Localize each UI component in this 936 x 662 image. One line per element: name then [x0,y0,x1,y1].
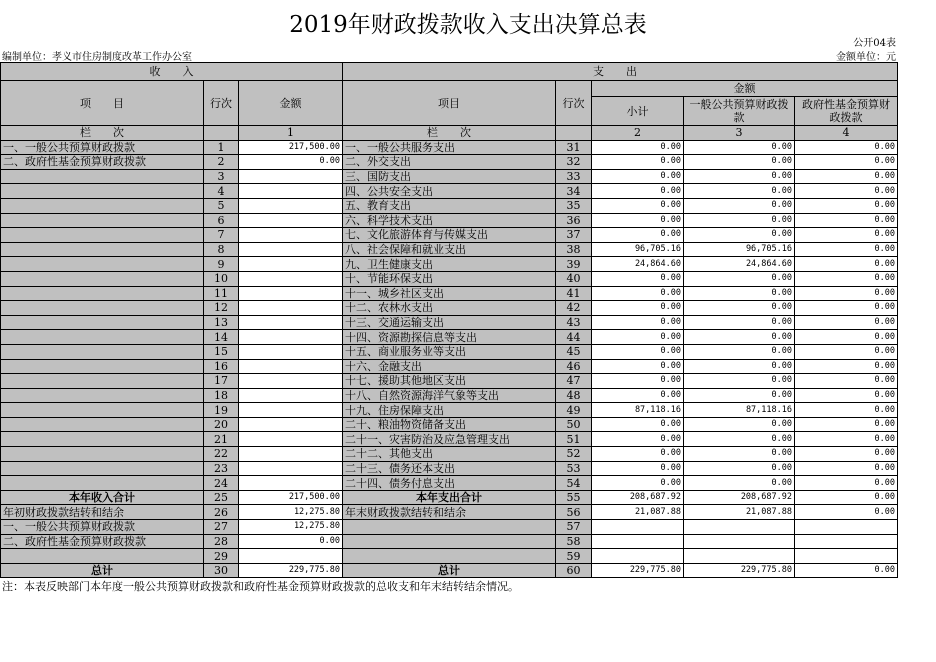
income-amount [239,169,343,184]
line-number: 44 [556,330,592,345]
general-budget-amount [684,549,795,564]
subtotal-amount: 0.00 [592,476,684,491]
line-number: 56 [556,505,592,520]
subtotal-amount: 0.00 [592,417,684,432]
expense-item: 二十四、债务付息支出 [343,476,556,491]
subtotal-amount: 0.00 [592,330,684,345]
income-item [1,184,204,199]
income-amount [239,271,343,286]
general-budget-amount: 0.00 [684,359,795,374]
line-number: 32 [556,155,592,170]
general-budget-amount: 208,687.92 [684,490,795,505]
line-number: 10 [204,271,239,286]
income-item [1,447,204,462]
line-number: 30 [204,563,239,578]
income-item [1,417,204,432]
income-item: 二、政府性基金预算财政拨款 [1,534,204,549]
general-budget-amount: 0.00 [684,388,795,403]
general-budget-amount: 0.00 [684,213,795,228]
line-header: 行次 [204,81,239,126]
fund-budget-amount: 0.00 [795,417,898,432]
line-number: 22 [204,447,239,462]
expense-item: 七、文化旅游体育与传媒支出 [343,228,556,243]
income-item [1,461,204,476]
table-row [1,549,898,564]
income-amount: 12,275.80 [239,520,343,535]
line-number: 42 [556,301,592,316]
general-budget-amount: 24,864.60 [684,257,795,272]
subtotal-amount: 0.00 [592,155,684,170]
expense-item: 总计 [343,563,556,578]
subtotal-header: 小计 [592,97,684,126]
line-number: 25 [204,490,239,505]
line-number: 52 [556,447,592,462]
income-item: 总计 [1,563,204,578]
amount-group-header: 金额 [592,81,898,97]
general-budget-amount: 21,087.88 [684,505,795,520]
line-number: 28 [204,534,239,549]
expense-item: 三、国防支出 [343,169,556,184]
budget-table [0,62,898,578]
line-number: 39 [556,257,592,272]
subtotal-amount [592,520,684,535]
income-amount [239,286,343,301]
line-number: 5 [204,198,239,213]
line-number: 58 [556,534,592,549]
expense-item: 本年支出合计 [343,490,556,505]
table-row [1,374,898,389]
expense-item: 十二、农林水支出 [343,301,556,316]
subtotal-amount: 229,775.80 [592,563,684,578]
subtotal-amount: 0.00 [592,374,684,389]
line-number: 29 [204,549,239,564]
table-row [1,417,898,432]
income-amount [239,213,343,228]
line-number: 1 [204,140,239,155]
subtotal-amount: 0.00 [592,271,684,286]
table-row [1,242,898,257]
table-row [1,257,898,272]
general-budget-header: 一般公共预算财政拨款 [684,97,795,126]
table-row [1,403,898,418]
income-item [1,432,204,447]
general-budget-amount: 0.00 [684,169,795,184]
income-amount: 217,500.00 [239,490,343,505]
income-amount [239,330,343,345]
general-budget-amount: 0.00 [684,344,795,359]
line-number: 13 [204,315,239,330]
fund-budget-amount: 0.00 [795,271,898,286]
line-number: 3 [204,169,239,184]
general-budget-amount: 0.00 [684,432,795,447]
subtotal-amount: 0.00 [592,359,684,374]
expense-header: 支 出 [343,63,898,81]
income-item: 年初财政拨款结转和结余 [1,505,204,520]
expense-item: 十八、自然资源海洋气象等支出 [343,388,556,403]
line-number: 15 [204,344,239,359]
general-budget-amount: 0.00 [684,374,795,389]
expense-item: 年末财政拨款结转和结余 [343,505,556,520]
expense-item: 六、科学技术支出 [343,213,556,228]
subtotal-amount: 96,705.16 [592,242,684,257]
general-budget-amount [684,520,795,535]
line-number: 48 [556,388,592,403]
subtotal-amount: 0.00 [592,228,684,243]
income-item [1,213,204,228]
line-number: 57 [556,520,592,535]
table-row [1,461,898,476]
general-budget-amount: 0.00 [684,301,795,316]
expense-item: 十四、资源勘探信息等支出 [343,330,556,345]
income-header: 收 入 [1,63,343,81]
table-row [1,330,898,345]
expense-item: 十五、商业服务业等支出 [343,344,556,359]
table-row [1,388,898,403]
income-item [1,198,204,213]
income-item: 本年收入合计 [1,490,204,505]
fund-budget-amount: 0.00 [795,213,898,228]
fund-budget-amount: 0.00 [795,563,898,578]
subtotal-amount: 0.00 [592,213,684,228]
expense-item [343,520,556,535]
fund-budget-amount: 0.00 [795,257,898,272]
income-amount [239,359,343,374]
line-number: 4 [204,184,239,199]
expense-item: 四、公共安全支出 [343,184,556,199]
expense-item: 二十一、灾害防治及应急管理支出 [343,432,556,447]
column-label: 栏 次 [1,126,204,141]
income-amount [239,301,343,316]
income-item [1,315,204,330]
line-number: 54 [556,476,592,491]
income-amount [239,403,343,418]
item-header-right: 项目 [343,81,556,126]
table-row [1,213,898,228]
line-number: 35 [556,198,592,213]
line-number: 50 [556,417,592,432]
fund-budget-amount: 0.00 [795,505,898,520]
table-row [1,344,898,359]
line-number: 51 [556,432,592,447]
line-number: 6 [204,213,239,228]
subtotal-amount: 0.00 [592,344,684,359]
subtotal-amount: 0.00 [592,301,684,316]
table-row [1,301,898,316]
line-number: 12 [204,301,239,316]
income-amount: 0.00 [239,155,343,170]
income-item: 一、一般公共预算财政拨款 [1,520,204,535]
fund-budget-amount: 0.00 [795,330,898,345]
income-amount: 217,500.00 [239,140,343,155]
income-item [1,271,204,286]
fund-budget-amount [795,549,898,564]
footnote: 注：本表反映部门本年度一般公共预算财政拨款和政府性基金预算财政拨款的总收支和年末结转结余情况。 [2,580,519,593]
table-row [1,169,898,184]
general-budget-amount: 0.00 [684,198,795,213]
line-number: 46 [556,359,592,374]
income-item [1,388,204,403]
income-item [1,257,204,272]
subtotal-amount: 0.00 [592,286,684,301]
line-number: 17 [204,374,239,389]
line-number: 24 [204,476,239,491]
income-item [1,403,204,418]
table-row [1,520,898,535]
item-header: 项 目 [1,81,204,126]
expense-item: 十三、交通运输支出 [343,315,556,330]
fund-budget-amount: 0.00 [795,432,898,447]
expense-item: 十、节能环保支出 [343,271,556,286]
fund-budget-amount: 0.00 [795,344,898,359]
line-number: 2 [204,155,239,170]
subtotal-amount: 208,687.92 [592,490,684,505]
income-amount: 0.00 [239,534,343,549]
income-amount [239,344,343,359]
income-amount [239,242,343,257]
income-amount [239,476,343,491]
general-budget-amount: 96,705.16 [684,242,795,257]
general-budget-amount: 0.00 [684,184,795,199]
table-row [1,184,898,199]
column-number: 3 [684,126,795,141]
income-amount: 12,275.80 [239,505,343,520]
fund-budget-amount: 0.00 [795,476,898,491]
line-number: 60 [556,563,592,578]
fund-budget-amount: 0.00 [795,461,898,476]
income-item [1,476,204,491]
fund-budget-amount: 0.00 [795,228,898,243]
line-number: 43 [556,315,592,330]
fund-budget-amount: 0.00 [795,388,898,403]
table-row [1,447,898,462]
income-item [1,286,204,301]
line-header-right: 行次 [556,81,592,126]
fund-budget-amount: 0.00 [795,359,898,374]
expense-item: 八、社会保障和就业支出 [343,242,556,257]
table-row [1,228,898,243]
fund-budget-amount [795,520,898,535]
table-row [1,271,898,286]
income-amount [239,315,343,330]
table-row [1,359,898,374]
page-title: 2019年财政拨款收入支出决算总表 [289,12,647,38]
line-number: 31 [556,140,592,155]
empty-cell [204,126,239,141]
income-item [1,344,204,359]
general-budget-amount: 0.00 [684,476,795,491]
expense-item: 一、一般公共服务支出 [343,140,556,155]
subtotal-amount: 0.00 [592,184,684,199]
income-item: 一、一般公共预算财政拨款 [1,140,204,155]
line-number: 27 [204,520,239,535]
fund-budget-amount [795,534,898,549]
table-row [1,505,898,520]
table-row [1,563,898,578]
general-budget-amount: 87,118.16 [684,403,795,418]
expense-item: 二十三、债务还本支出 [343,461,556,476]
general-budget-amount: 0.00 [684,447,795,462]
general-budget-amount: 0.00 [684,155,795,170]
income-item [1,374,204,389]
line-number: 40 [556,271,592,286]
fund-budget-amount: 0.00 [795,315,898,330]
currency-unit: 金额单位：元 [836,52,896,63]
income-item [1,549,204,564]
line-number: 41 [556,286,592,301]
income-item [1,301,204,316]
form-code: 公开04表 [853,38,896,49]
line-number: 16 [204,359,239,374]
line-number: 7 [204,228,239,243]
line-number: 59 [556,549,592,564]
fund-budget-amount: 0.00 [795,184,898,199]
expense-item: 二、外交支出 [343,155,556,170]
income-amount [239,257,343,272]
general-budget-amount: 229,775.80 [684,563,795,578]
line-number: 53 [556,461,592,476]
fund-budget-amount: 0.00 [795,403,898,418]
subtotal-amount: 0.00 [592,198,684,213]
line-number: 26 [204,505,239,520]
expense-item: 二十二、其他支出 [343,447,556,462]
line-number: 20 [204,417,239,432]
line-number: 45 [556,344,592,359]
income-item: 二、政府性基金预算财政拨款 [1,155,204,170]
general-budget-amount: 0.00 [684,271,795,286]
income-amount [239,374,343,389]
line-number: 11 [204,286,239,301]
subtotal-amount: 0.00 [592,388,684,403]
subtotal-amount: 0.00 [592,447,684,462]
general-budget-amount: 0.00 [684,461,795,476]
income-item [1,242,204,257]
income-amount [239,417,343,432]
line-number: 33 [556,169,592,184]
line-number: 9 [204,257,239,272]
column-number: 4 [795,126,898,141]
line-number: 18 [204,388,239,403]
income-amount [239,549,343,564]
column-number: 1 [239,126,343,141]
table-row [1,140,898,155]
table-row [1,432,898,447]
general-budget-amount: 0.00 [684,417,795,432]
fund-budget-amount: 0.00 [795,198,898,213]
column-label-right: 栏 次 [343,126,556,141]
expense-item [343,534,556,549]
line-number: 38 [556,242,592,257]
income-item [1,330,204,345]
income-amount [239,447,343,462]
table-row [1,534,898,549]
fund-budget-amount: 0.00 [795,242,898,257]
line-number: 14 [204,330,239,345]
general-budget-amount: 0.00 [684,330,795,345]
fund-budget-amount: 0.00 [795,140,898,155]
line-number: 36 [556,213,592,228]
line-number: 21 [204,432,239,447]
general-budget-amount: 0.00 [684,286,795,301]
income-item [1,169,204,184]
line-number: 23 [204,461,239,476]
fund-budget-amount: 0.00 [795,169,898,184]
line-number: 19 [204,403,239,418]
expense-item: 十九、住房保障支出 [343,403,556,418]
table-row [1,198,898,213]
fund-budget-amount: 0.00 [795,301,898,316]
subtotal-amount: 0.00 [592,461,684,476]
line-number: 55 [556,490,592,505]
line-number: 37 [556,228,592,243]
general-budget-amount: 0.00 [684,315,795,330]
general-budget-amount [684,534,795,549]
line-number: 8 [204,242,239,257]
subtotal-amount: 21,087.88 [592,505,684,520]
table-row [1,286,898,301]
line-number: 47 [556,374,592,389]
subtotal-amount: 0.00 [592,169,684,184]
fund-budget-amount: 0.00 [795,286,898,301]
expense-item: 十一、城乡社区支出 [343,286,556,301]
line-number: 34 [556,184,592,199]
general-budget-amount: 0.00 [684,228,795,243]
income-amount [239,198,343,213]
income-amount [239,432,343,447]
subtotal-amount: 24,864.60 [592,257,684,272]
column-number: 2 [592,126,684,141]
expense-item: 十六、金融支出 [343,359,556,374]
amount-header: 金额 [239,81,343,126]
table-row [1,476,898,491]
income-amount: 229,775.80 [239,563,343,578]
income-amount [239,184,343,199]
expense-item: 九、卫生健康支出 [343,257,556,272]
subtotal-amount: 0.00 [592,315,684,330]
empty-cell [556,126,592,141]
subtotal-amount [592,534,684,549]
income-item [1,359,204,374]
table-row [1,155,898,170]
line-number: 49 [556,403,592,418]
general-budget-amount: 0.00 [684,140,795,155]
fund-budget-amount: 0.00 [795,447,898,462]
fund-budget-amount: 0.00 [795,490,898,505]
expense-item [343,549,556,564]
subtotal-amount: 87,118.16 [592,403,684,418]
income-amount [239,228,343,243]
subtotal-amount: 0.00 [592,140,684,155]
income-amount [239,388,343,403]
table-row [1,315,898,330]
income-item [1,228,204,243]
fund-budget-amount: 0.00 [795,155,898,170]
table-row [1,490,898,505]
expense-item: 十七、援助其他地区支出 [343,374,556,389]
subtotal-amount: 0.00 [592,432,684,447]
expense-item: 五、教育支出 [343,198,556,213]
fund-budget-amount: 0.00 [795,374,898,389]
reporting-unit: 编制单位：孝义市住房制度改革工作办公室 [2,52,192,63]
subtotal-amount [592,549,684,564]
income-amount [239,461,343,476]
fund-budget-header: 政府性基金预算财政拨款 [795,97,898,126]
expense-item: 二十、粮油物资储备支出 [343,417,556,432]
